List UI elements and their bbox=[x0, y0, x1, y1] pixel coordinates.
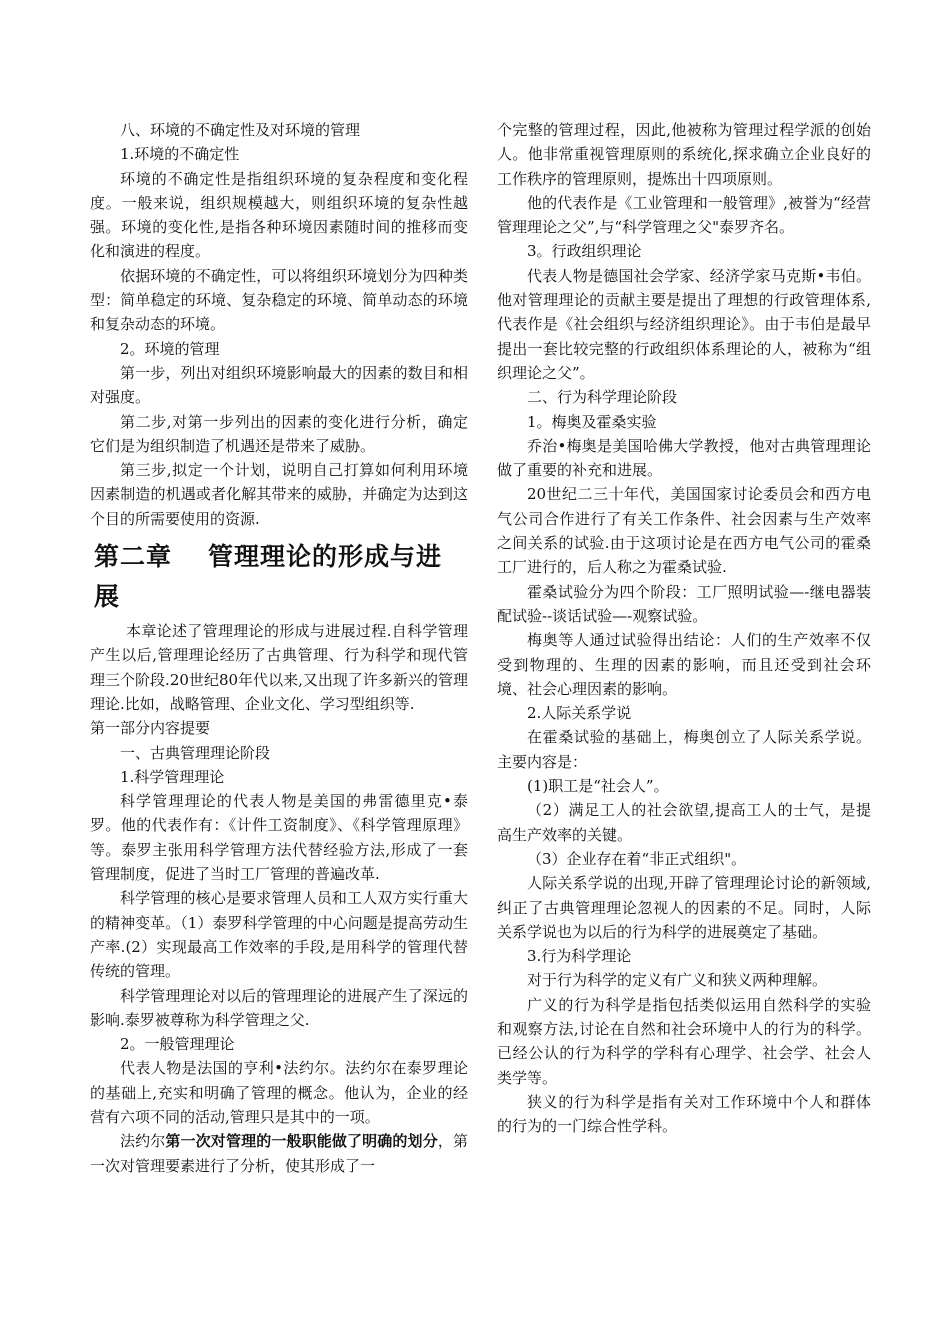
paragraph: 他的代表作是《工业管理和一般管理》,被誉为“经营管理理论之父”,与“科学管理之父"泰罗齐名。 bbox=[497, 193, 871, 237]
chapter-title: 管理理论的形成与进展 bbox=[94, 542, 443, 612]
left-column bbox=[90, 118, 468, 1178]
paragraph: 第二步,对第一步列出的因素的变化进行分析，确定它们是为组织制造了机遇还是带来了威胁。 bbox=[90, 412, 468, 455]
list-item: （2）满足工人的社会欲望,提高工人的士气，是提高生产效率的关键。 bbox=[497, 801, 871, 844]
paragraph: 乔治•梅奥是美国哈佛大学教授，他对古典管理理论做了重要的补充和进展。 bbox=[497, 436, 871, 480]
paragraph: 科学管理理论对以后的管理理论的进展产生了深远的影响.泰罗被尊称为科学管理之父. bbox=[90, 986, 468, 1029]
paragraph: 代表人物是德国社会学家、经济学家马克斯•韦伯。他对管理理论的贡献主要是提出了理想的行政管理体系,代表作是《社会组织与经济组织理论》。由于韦伯是最早提出一套比较完整的行政组织体系理论的人，被称为“组织理论之父”。 bbox=[497, 266, 871, 382]
paragraph: 第一步，列出对组织环境影响最大的因素的数目和相对强度。 bbox=[90, 363, 468, 407]
paragraph: 第三步,拟定一个计划，说明自己打算如何利用环境因素制造的机遇或者化解其带来的威胁，并确定为达到这个目的所需要使用的资源. bbox=[90, 461, 468, 528]
paragraph bbox=[90, 1129, 468, 1178]
paragraph: 梅奥等人通过试验得出结论：人们的生产效率不仅受到物理的、生理的因素的影响，而且还受到社会环境、社会心理因素的影响。 bbox=[497, 631, 871, 698]
paragraph: 科学管理理论的代表人物是美国的弗雷德里克•泰罗。他的代表作有：《计件工资制度》、《科学管理原理》等。泰罗主张用科学管理方法代替经验方法,形成了一套管理制度，促进了当时工厂管理的普遍改革. bbox=[90, 792, 468, 884]
paragraph: 狭义的行为科学是指有关对工作环境中个人和群体的行为的一门综合性学科。 bbox=[497, 1092, 871, 1136]
right-column bbox=[497, 118, 871, 1138]
paragraph: 霍桑试验分为四个阶段：工厂照明试验—-继电器装配试验--谈话试验—-观察试验。 bbox=[497, 582, 871, 625]
subsection-heading: 3.行为科学理论 bbox=[527, 947, 632, 966]
chapter-heading bbox=[94, 537, 468, 617]
text-run: 法约尔 bbox=[120, 1132, 166, 1151]
text-run: ，第一次对管理要素进行了分析，使其形成了一 bbox=[90, 1132, 468, 1175]
paragraph: 人际关系学说的出现,开辟了管理理论讨论的新领域,纠正了古典管理理论忽视人的因素的不足。同时，人际关系学说也为以后的行为科学的进展奠定了基础。 bbox=[497, 874, 871, 941]
section-heading: 一、古典管理理论阶段 bbox=[120, 743, 271, 762]
subsection-heading: 2。一般管理理论 bbox=[120, 1035, 235, 1054]
subsection-heading: 3。行政组织理论 bbox=[527, 242, 642, 261]
paragraph: 对于行为科学的定义有广义和狭义两种理解。 bbox=[527, 971, 828, 990]
subsection-heading: 1.环境的不确定性 bbox=[120, 145, 240, 164]
list-item: (1)职工是“社会人”。 bbox=[527, 777, 669, 796]
section-heading: 二、行为科学理论阶段 bbox=[527, 388, 678, 407]
paragraph: 个完整的管理过程，因此,他被称为管理过程学派的创始人。他非常重视管理原则的系统化,探求确立企业良好的工作秩序的管理原则，提炼出十四项原则。 bbox=[497, 121, 871, 188]
chapter-number: 第二章 bbox=[94, 542, 173, 572]
paragraph: 代表人物是法国的亨利•法约尔。法约尔在泰罗理论的基础上,充实和明确了管理的概念。他认为，企业的经营有六项不同的活动,管理只是其中的一项。 bbox=[90, 1059, 468, 1126]
paragraph: 依据环境的不确定性，可以将组织环境划分为四种类型：简单稳定的环境、复杂稳定的环境、简单动态的环境和复杂动态的环境。 bbox=[90, 266, 468, 334]
subsection-heading: 2。环境的管理 bbox=[120, 339, 220, 358]
paragraph: 在霍桑试验的基础上，梅奥创立了人际关系学说。主要内容是： bbox=[497, 728, 871, 771]
paragraph: 20世纪二三十年代，美国国家讨论委员会和西方电气公司合作进行了有关工作条件、社会因素与生产效率之间关系的试验.由于这项讨论是在西方电气公司的霍桑工厂进行的，后人称之为霍桑试验. bbox=[497, 485, 871, 577]
subsection-heading: 2.人际关系学说 bbox=[527, 704, 632, 723]
part-heading: 第一部分内容提要 bbox=[90, 719, 211, 738]
list-item: （3）企业存在着“非正式组织"。 bbox=[527, 849, 747, 868]
paragraph: 科学管理的核心是要求管理人员和工人双方实行重大的精神变革。（1）泰罗科学管理的中心问题是提高劳动生产率.(2）实现最高工作效率的手段,是用科学的管理代替传统的管理。 bbox=[90, 889, 468, 981]
subsection-heading: 1.科学管理理论 bbox=[120, 767, 225, 786]
section-heading: 八、环境的不确定性及对环境的管理 bbox=[120, 121, 361, 139]
chapter-intro: 本章论述了管理理论的形成与进展过程.自科学管理产生以后,管理理论经历了古典管理、行为科学和现代管理三个阶段.20世纪80年代以来,又出现了许多新兴的管理理论.比如，战略管理、企业文化、学习型组织等. bbox=[90, 622, 468, 713]
subsection-heading: 1。梅奥及霍桑实验 bbox=[527, 412, 657, 431]
paragraph: 环境的不确定性是指组织环境的复杂程度和变化程度。一般来说，组织规模越大，则组织环境的复杂性越强。环境的变化性,是指各种环境因素随时间的推移而变化和演进的程度。 bbox=[90, 169, 468, 261]
paragraph: 广义的行为科学是指包括类似运用自然科学的实验和观察方法,讨论在自然和社会环境中人的行为的科学。已经公认的行为科学的学科有心理学、社会学、社会人类学等。 bbox=[497, 995, 871, 1087]
bold-text-run: 第一次对管理的一般职能做了明确的划分 bbox=[165, 1132, 438, 1151]
